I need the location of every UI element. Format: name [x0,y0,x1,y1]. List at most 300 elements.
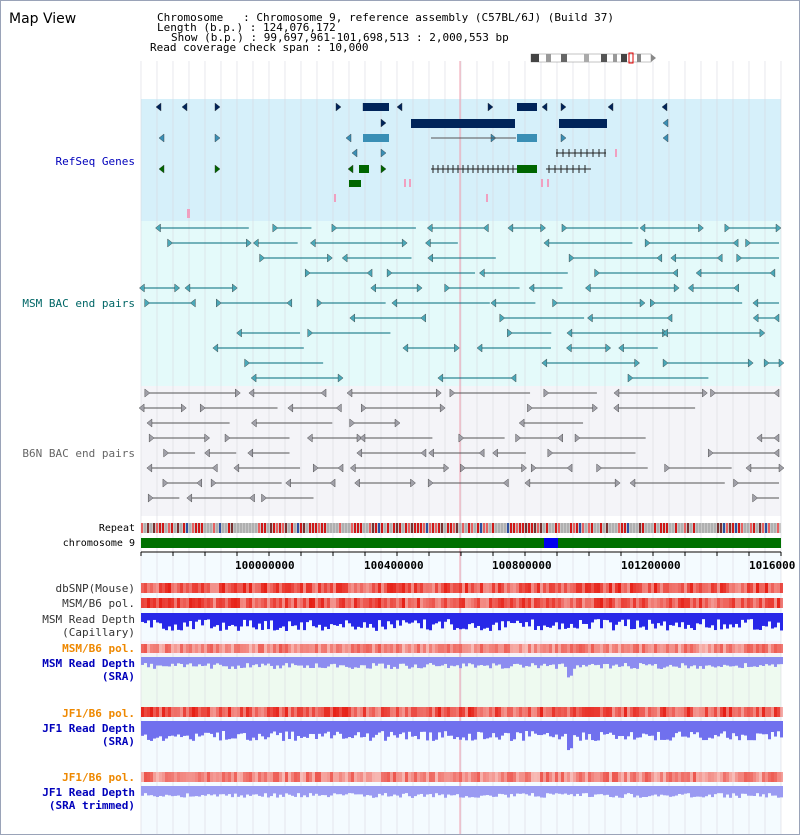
read-depth-bar [342,657,345,665]
heat-cell [228,583,231,593]
read-depth-bar [693,721,696,734]
read-depth-bar [243,786,246,798]
heat-cell [384,583,387,593]
repeat-segment [723,523,725,533]
repeat-segment [180,523,182,533]
read-depth-bar [483,721,486,739]
repeat-segment [312,523,314,533]
read-depth-bar [582,613,585,624]
read-depth-bar [432,657,435,665]
read-depth-bar [549,657,552,665]
repeat-segment [675,523,677,533]
read-depth-bar [693,613,696,630]
heat-cell [780,598,783,608]
read-depth-bar [336,721,339,732]
heat-cell [543,644,546,653]
read-depth-bar [678,657,681,668]
read-depth-bar [708,657,711,665]
heat-cell [231,583,234,593]
read-depth-bar [198,657,201,664]
read-depth-bar [717,613,720,619]
heat-cell [186,583,189,593]
read-depth-bar [282,657,285,665]
repeat-segment [384,523,386,533]
read-depth-bar [270,786,273,796]
heat-cell [492,772,495,782]
heat-cell [516,772,519,782]
heat-cell [369,583,372,593]
heat-cell [732,583,735,593]
read-depth-bar [567,786,570,795]
b6n-bac-label: B6N BAC end pairs [22,447,135,460]
heat-cell [558,707,561,717]
read-depth-bar [765,657,768,664]
heat-cell [609,707,612,717]
heat-cell [621,707,624,717]
heat-cell [186,707,189,717]
heat-cell [639,583,642,593]
read-depth-bar [228,613,231,626]
heat-cell [498,772,501,782]
read-depth-bar [291,613,294,626]
heat-cell [156,772,159,782]
read-depth-bar [204,786,207,796]
read-depth-bar [333,786,336,793]
read-depth-bar [507,721,510,733]
repeat-segment [717,523,719,533]
heat-cell [366,583,369,593]
read-depth-bar [723,721,726,731]
heat-cell [357,707,360,717]
repeat-segment [429,523,431,533]
read-depth-bar [348,786,351,793]
repeat-segment [435,523,437,533]
heat-cell [237,644,240,653]
heat-cell [318,644,321,653]
read-depth-bar [231,613,234,625]
heat-cell [627,583,630,593]
repeat-segment [714,523,716,533]
read-depth-bar [441,721,444,737]
repeat-segment [564,523,566,533]
heat-cell [159,644,162,653]
heat-cell [180,598,183,608]
heat-cell [144,598,147,608]
heat-cell [297,772,300,782]
heat-cell [534,707,537,717]
heat-cell [675,707,678,717]
heat-cell [624,772,627,782]
repeat-segment [324,523,326,533]
repeat-segment [306,523,308,533]
repeat-segment [258,523,260,533]
read-depth-bar [276,613,279,630]
repeat-segment [768,523,770,533]
read-depth-bar [255,657,258,664]
heat-cell [606,707,609,717]
heat-cell [681,598,684,608]
repeat-segment [705,523,707,533]
read-depth-bar [531,721,534,731]
repeat-track[interactable] [141,523,781,533]
heat-cell [153,583,156,593]
heat-cell [771,644,774,653]
heat-cell [381,598,384,608]
chromosome-label: chromosome 9 [62,538,135,549]
heat-cell [324,644,327,653]
heat-cell [336,772,339,782]
heat-cell [750,772,753,782]
read-depth-bar [309,721,312,734]
read-depth-bar [153,613,156,620]
heat-cell [411,772,414,782]
read-depth-bar [546,657,549,666]
read-depth-bar [498,657,501,664]
read-depth-bar [402,786,405,794]
read-depth-bar [699,613,702,624]
read-depth-bar [216,786,219,797]
heat-cell [546,644,549,653]
heat-cell [273,707,276,717]
read-depth-bar [171,721,174,736]
heat-cell [630,707,633,717]
heat-cell [414,772,417,782]
heat-cell [429,644,432,653]
read-depth-bar [375,721,378,735]
read-depth-bar [696,657,699,669]
read-depth-bar [729,721,732,739]
heat-cell [291,598,294,608]
heat-cell [174,772,177,782]
repeat-segment [654,523,656,533]
heat-cell [159,598,162,608]
heat-cell [702,772,705,782]
heat-cell [603,644,606,653]
heat-cell [450,583,453,593]
read-depth-bar [441,786,444,794]
heat-cell [699,772,702,782]
heat-cell [378,772,381,782]
heat-cell [444,707,447,717]
heat-cell [654,707,657,717]
read-depth-bar [324,786,327,795]
repeat-segment [252,523,254,533]
heat-cell [618,583,621,593]
read-depth-bar [669,721,672,741]
heat-cell [534,644,537,653]
heat-cell [147,598,150,608]
read-depth-bar [660,721,663,740]
grid-lines [141,61,781,835]
read-depth-bar [390,657,393,669]
repeat-segment [483,523,485,533]
read-depth-bar [216,613,219,625]
gene-fragment [615,149,617,157]
heat-cell [396,583,399,593]
read-depth-bar [582,786,585,793]
heat-cell [336,644,339,653]
heat-cell [741,598,744,608]
map-view-title: Map View [9,11,77,27]
heat-cell [708,583,711,593]
repeat-segment [159,523,161,533]
read-depth-bar [327,721,330,732]
heat-cell [153,707,156,717]
heat-cell [375,772,378,782]
heat-cell [201,598,204,608]
heat-cell [594,772,597,782]
axis-tick-label: 101200000 [621,559,681,572]
heat-cell [468,644,471,653]
read-depth-bar [306,786,309,797]
read-depth-bar [489,657,492,668]
read-depth-bar [771,613,774,629]
repeat-segment [534,523,536,533]
read-depth-bar [267,613,270,629]
heat-cell [378,598,381,608]
heat-cell [579,644,582,653]
read-depth-bar [594,786,597,795]
heat-cell [273,598,276,608]
read-depth-bar [603,786,606,795]
read-depth-bar [411,786,414,798]
read-depth-bar [777,657,780,664]
repeat-segment [177,523,179,533]
read-depth-bar [576,721,579,737]
heat-cell [192,707,195,717]
read-depth-bar [141,786,144,796]
repeat-segment [579,523,581,533]
heat-cell [480,707,483,717]
read-depth-bar [234,613,237,626]
read-depth-bar [504,786,507,795]
read-depth-bar [426,721,429,740]
read-depth-bar [660,657,663,669]
read-depth-bar [762,657,765,666]
heat-cell [645,583,648,593]
heat-cell [285,598,288,608]
read-depth-bar [399,786,402,797]
read-depth-bar [573,657,576,669]
heat-cell [348,644,351,653]
heat-cell [183,583,186,593]
repeat-segment [285,523,287,533]
heat-cell [486,707,489,717]
heat-cell [153,598,156,608]
read-depth-bar [732,721,735,733]
repeat-segment [411,523,413,533]
heat-cell [540,583,543,593]
read-depth-bar [630,613,633,629]
read-depth-bar [636,786,639,796]
heat-cell [543,707,546,717]
read-depth-bar [771,786,774,796]
read-depth-bar [456,613,459,628]
read-depth-bar [405,657,408,666]
read-depth-bar [384,721,387,741]
repeat-segment [504,523,506,533]
read-depth-bar [705,721,708,740]
heat-cell [504,583,507,593]
read-depth-bar [735,786,738,796]
read-depth-bar [204,613,207,620]
repeat-segment [510,523,512,533]
heat-cell [219,644,222,653]
heat-cell [699,644,702,653]
heat-cell [312,772,315,782]
read-depth-bar [333,721,336,735]
heat-cell [546,772,549,782]
read-depth-bar [753,721,756,740]
read-depth-bar [459,613,462,629]
heat-cell [261,598,264,608]
chromosome-bar[interactable] [141,538,781,548]
heat-cell [396,707,399,717]
heat-cell [747,583,750,593]
heat-cell [261,772,264,782]
read-depth-bar [168,657,171,666]
heat-cell [177,707,180,717]
heat-cell [735,598,738,608]
read-depth-bar [381,613,384,627]
heat-cell [465,644,468,653]
heat-cell [375,598,378,608]
read-depth-bar [555,721,558,735]
heat-cell [666,707,669,717]
heat-cell [168,644,171,653]
heat-cell [450,707,453,717]
repeat-segment [573,523,575,533]
heat-cell [774,644,777,653]
heat-cell [354,707,357,717]
heat-cell [372,707,375,717]
heat-cell [717,772,720,782]
read-depth-bar [216,721,219,733]
heat-cell [771,598,774,608]
heat-cell [399,598,402,608]
repeat-segment [738,523,740,533]
heat-cell [690,598,693,608]
read-depth-bar [288,786,291,795]
heat-cell [141,772,144,782]
read-depth-bar [234,721,237,738]
repeat-segment [765,523,767,533]
read-depth-bar [720,721,723,734]
heat-cell [633,583,636,593]
repeat-segment [423,523,425,533]
heat-cell [153,644,156,653]
heat-cell [735,772,738,782]
read-depth-bar [165,613,168,630]
heat-cell [228,598,231,608]
heat-cell [522,772,525,782]
repeat-segment [582,523,584,533]
read-depth-bar [516,657,519,664]
heat-cell [552,772,555,782]
read-depth-bar [309,613,312,620]
heat-cell [183,598,186,608]
heat-cell [549,598,552,608]
read-depth-bar [690,786,693,797]
chromosome-ideogram[interactable] [531,53,656,63]
repeat-segment [309,523,311,533]
heat-cell [480,583,483,593]
heat-cell [588,644,591,653]
read-depth-bar [714,613,717,630]
heat-cell [660,707,663,717]
read-depth-bar [441,657,444,665]
heat-cell [447,707,450,717]
heat-cell [591,772,594,782]
heat-cell [276,772,279,782]
read-depth-bar [291,657,294,663]
heat-cell [459,583,462,593]
read-depth-bar [699,657,702,666]
heat-cell [525,772,528,782]
heat-cell [168,772,171,782]
read-depth-bar [642,657,645,664]
heat-cell [750,644,753,653]
heat-cell [726,772,729,782]
read-depth-bar [672,786,675,796]
read-depth-bar [366,721,369,733]
heat-cell [423,583,426,593]
read-depth-bar [744,721,747,736]
read-depth-bar [669,613,672,625]
heat-cell [489,772,492,782]
read-depth-bar [285,657,288,663]
read-depth-bar [459,721,462,740]
read-depth-bar [417,721,420,739]
heat-cell [408,598,411,608]
read-depth-bar [429,721,432,732]
repeat-segment [660,523,662,533]
read-depth-bar [252,657,255,665]
read-depth-bar [234,786,237,794]
read-depth-bar [162,786,165,797]
heat-cell [165,772,168,782]
read-depth-bar [408,721,411,732]
heat-cell [771,707,774,717]
read-depth-bar [768,721,771,739]
genome-browser-canvas[interactable] [1,1,800,835]
read-depth-bar [303,786,306,795]
heat-cell [288,644,291,653]
heat-cell [210,598,213,608]
heat-cell [150,583,153,593]
read-depth-bar [732,657,735,666]
heat-cell [255,644,258,653]
heat-cell [645,598,648,608]
heat-cell [495,644,498,653]
heat-cell [153,772,156,782]
heat-cell [612,644,615,653]
heat-cell [657,772,660,782]
read-depth-bar [285,721,288,732]
repeat-segment [330,523,332,533]
read-depth-bar [666,613,669,630]
heat-cell [324,598,327,608]
heat-cell [600,772,603,782]
heat-cell [618,707,621,717]
gene-fragment [541,179,543,187]
read-depth-bar [213,721,216,737]
heat-cell [216,583,219,593]
read-depth-bar [513,721,516,739]
heat-cell [726,707,729,717]
heat-cell [348,583,351,593]
read-depth-bar [756,721,759,733]
